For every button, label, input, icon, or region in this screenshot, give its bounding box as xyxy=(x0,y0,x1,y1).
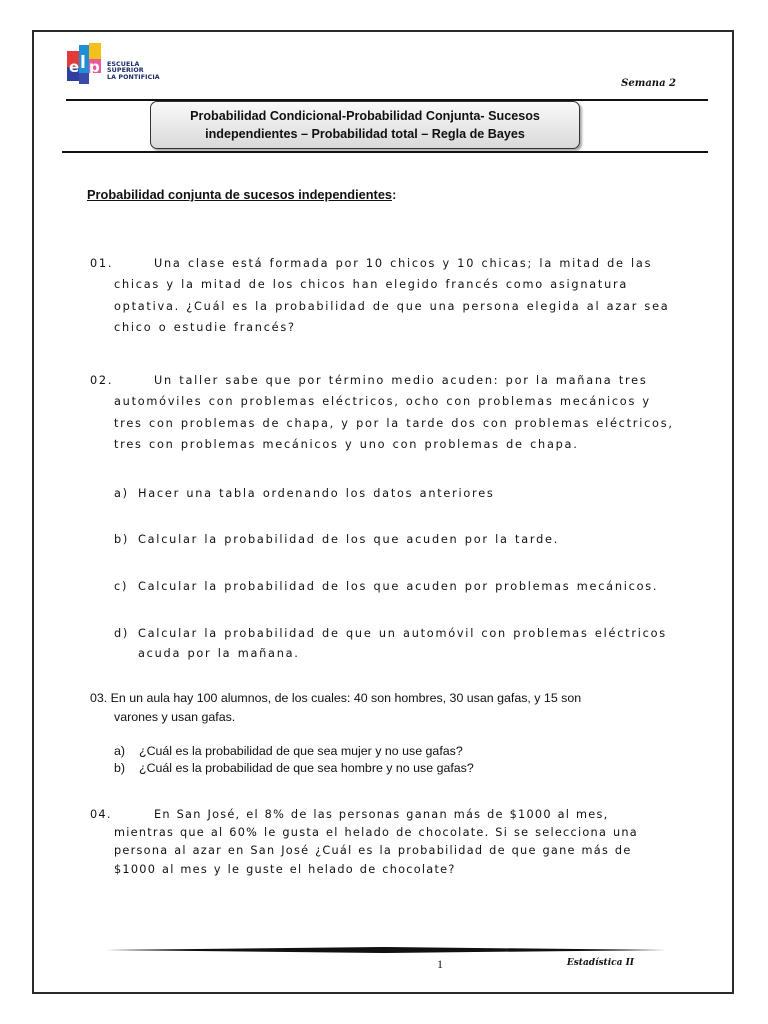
problem-text-line: chicas y la mitad de los chicos han elegido francés como asignatura xyxy=(114,278,629,292)
problem-02-item-c xyxy=(114,577,658,597)
problem-02-item-a xyxy=(114,484,495,504)
problem-03-item-b xyxy=(114,760,474,777)
title-box xyxy=(150,101,580,149)
problem-text-line: mientras que al 60% le gusta el helado de chocolate. Si se selecciona una xyxy=(114,826,638,840)
svg-text:e: e xyxy=(69,58,80,76)
item-text: Calcular la probabilidad de los que acuden por la tarde. xyxy=(138,533,560,546)
section-heading-text: Probabilidad conjunta de sucesos independientes xyxy=(87,187,393,202)
item-text: ¿Cuál es la probabilidad de que sea mujer y no use gafas? xyxy=(139,744,463,758)
problem-text-first: Una clase está formada por 10 chicos y 10 chicas; la mitad de las xyxy=(154,257,653,270)
item-letter: b) xyxy=(114,533,130,546)
logo-text xyxy=(107,62,160,81)
school-logo xyxy=(66,42,166,86)
item-letter: a) xyxy=(114,487,129,500)
problem-text-line: tres con problemas de chapa, y por la tarde dos con problemas eléctricos, xyxy=(114,416,674,430)
item-letter: d) xyxy=(114,627,130,640)
item-letter: c) xyxy=(114,580,129,593)
footer-course-label: Estadística II xyxy=(566,958,634,968)
problem-text-first: Un taller sabe que por término medio acuden: por la mañana tres xyxy=(154,374,648,387)
problem-01 xyxy=(90,253,669,338)
problem-02 xyxy=(90,370,674,455)
problem-text-line: tres con problemas mecánicos y uno con problemas de chapa. xyxy=(114,437,579,451)
problem-text-line: automóviles con problemas eléctricos, ocho con problemas mecánicos y xyxy=(114,395,651,409)
title-line-2: independientes – Probabilidad total – Regla de Bayes xyxy=(205,127,525,141)
page-number: 1 xyxy=(437,957,443,971)
section-heading-colon: : xyxy=(392,187,397,202)
problem-text-line: varones y usan gafas. xyxy=(114,709,236,724)
logo-line-2: SUPERIOR xyxy=(107,67,144,75)
problem-number: 01. xyxy=(90,257,114,270)
problem-number: 04. xyxy=(90,808,112,821)
logo-line-3: LA PONTIFICIA xyxy=(107,73,160,81)
footer-rule xyxy=(106,945,666,955)
problem-number: 02. xyxy=(90,374,114,387)
problem-02-item-d xyxy=(114,624,667,664)
problem-04 xyxy=(90,806,638,879)
problem-text-line: chico o estudie francés? xyxy=(114,320,296,334)
logo-line-1: ESCUELA xyxy=(107,61,140,68)
problem-text-line: optativa. ¿Cuál es la probabilidad de que una persona elegida al azar sea xyxy=(114,299,670,313)
item-letter: b) xyxy=(114,761,126,775)
item-text: Calcular la probabilidad de que un automóvil con problemas eléctricos xyxy=(138,627,667,640)
svg-text:l: l xyxy=(80,53,86,73)
item-text-continued: acuda por la mañana. xyxy=(138,647,300,660)
problem-text-first: 03. En un aula hay 100 alumnos, de los cuales: 40 son hombres, 30 usan gafas, y 15 son xyxy=(90,691,582,705)
title-line-1: Probabilidad Condicional-Probabilidad Conjunta- Sucesos xyxy=(190,109,540,123)
item-text: Calcular la probabilidad de los que acuden por problemas mecánicos. xyxy=(138,580,659,593)
header-rule-bottom xyxy=(62,151,708,153)
week-label: Semana 2 xyxy=(621,78,676,89)
item-letter: a) xyxy=(114,744,126,758)
problem-text-first: En San José, el 8% de las personas ganan más de $1000 al mes, xyxy=(154,808,609,821)
problem-text-line: persona al azar en San José ¿Cuál es la probabilidad de que gane más de xyxy=(114,844,632,858)
problem-02-item-b xyxy=(114,530,559,550)
item-text: ¿Cuál es la probabilidad de que sea hombre y no use gafas? xyxy=(139,761,474,775)
svg-text:p: p xyxy=(89,58,100,76)
problem-03-item-a xyxy=(114,743,463,760)
item-text: Hacer una tabla ordenando los datos anteriores xyxy=(138,487,495,500)
problem-03 xyxy=(90,689,581,726)
problem-text-line: $1000 al mes y le guste el helado de chocolate? xyxy=(114,862,456,876)
section-heading xyxy=(87,187,396,202)
